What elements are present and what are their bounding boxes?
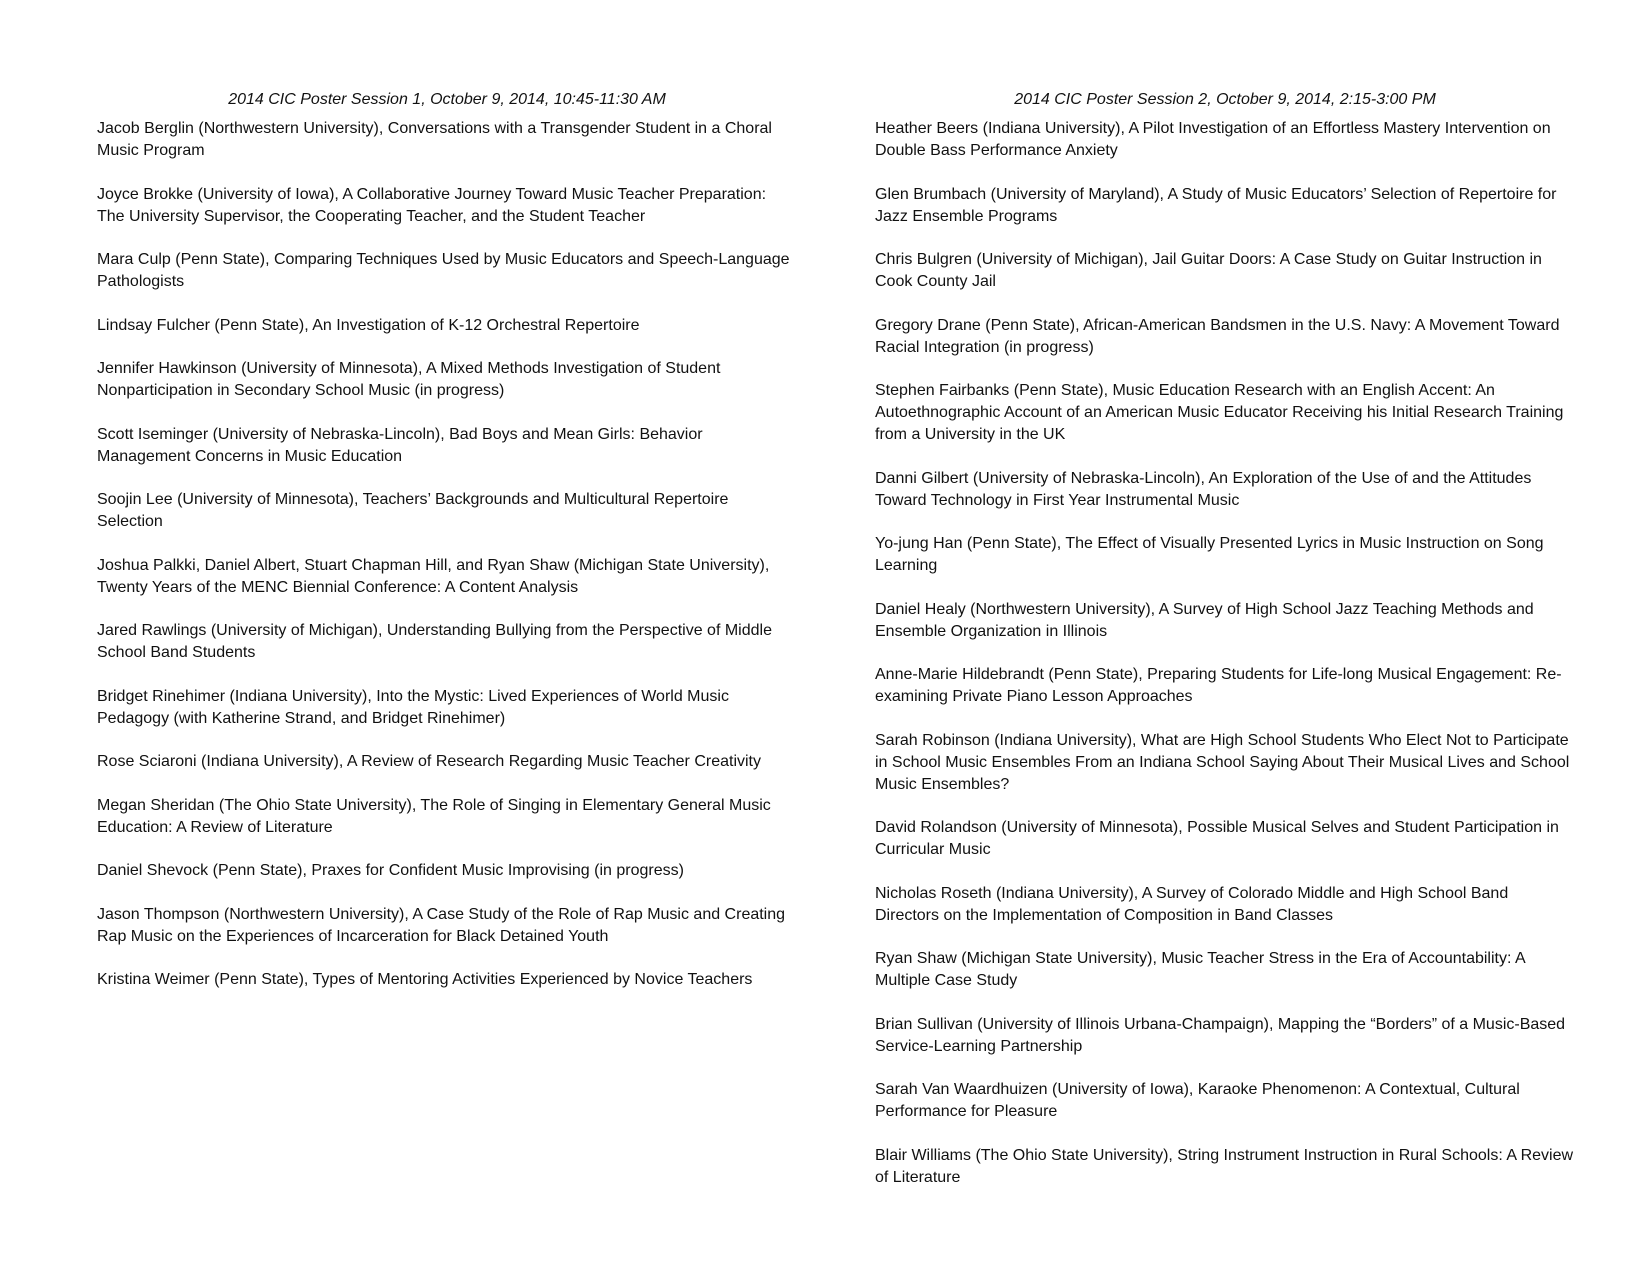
poster-entry: Gregory Drane (Penn State), African-American Bandsmen in the U.S. Navy: A Movement Toward Racial Integration (in progress) <box>875 316 1560 356</box>
session-2-column <box>875 88 1575 1210</box>
poster-entry: Yo-jung Han (Penn State), The Effect of Visually Presented Lyrics in Music Instruction on Song Learning <box>875 535 1544 574</box>
poster-entry: Rose Sciaroni (Indiana University), A Review of Research Regarding Music Teacher Creativity <box>97 753 761 770</box>
session-1-column <box>97 88 797 1013</box>
session-2-poster-list <box>875 118 1575 1189</box>
poster-entry: Mara Culp (Penn State), Comparing Techniques Used by Music Educators and Speech-Language Pathologists <box>97 251 790 290</box>
poster-entry: Bridget Rinehimer (Indiana University), Into the Mystic: Lived Experiences of World Music Pedagogy (with Katherine Strand, and Bridget Rinehimer) <box>97 687 729 727</box>
poster-entry: Jason Thompson (Northwestern University), A Case Study of the Role of Rap Music and Creating Rap Music on the Experiences of Incarceration for Black Detained Youth <box>97 905 786 945</box>
poster-entry: Megan Sheridan (The Ohio State University), The Role of Singing in Elementary General Music Education: A Review of Literature <box>97 796 771 836</box>
poster-entry: Joyce Brokke (University of Iowa), A Collaborative Journey Toward Music Teacher Preparation: The University Supervisor, the Cooperating Teacher, and the Student Teacher <box>97 185 767 225</box>
poster-entry: David Rolandson (University of Minnesota), Possible Musical Selves and Student Participation in Curricular Music <box>875 819 1559 858</box>
poster-entry: Heather Beers (Indiana University), A Pilot Investigation of an Effortless Mastery Intervention on Double Bass Performance Anxiety <box>875 120 1551 159</box>
poster-entry: Nicholas Roseth (Indiana University), A Survey of Colorado Middle and High School Band Directors on the Implementation of Composition in Band Classes <box>875 884 1509 924</box>
poster-entry: Anne-Marie Hildebrandt (Penn State), Preparing Students for Life-long Musical Engagement: Re-examining Private Piano Lesson Approaches <box>875 666 1562 705</box>
session-2-title: 2014 CIC Poster Session 2, October 9, 2014, 2:15-3:00 PM <box>1014 91 1436 108</box>
poster-entry: Jared Rawlings (University of Michigan), Understanding Bullying from the Perspective of Middle School Band Students <box>97 622 772 661</box>
poster-entry: Lindsay Fulcher (Penn State), An Investigation of K-12 Orchestral Repertoire <box>97 316 640 334</box>
poster-entry: Blair Williams (The Ohio State University), String Instrument Instruction in Rural Schools: A Review of Literature <box>875 1146 1574 1186</box>
poster-entry: Sarah Robinson (Indiana University), What are High School Students Who Elect Not to Participate in School Music Ensembles From an Indiana School Saying About Their Musical Lives and School Music Ensembles? <box>875 731 1570 793</box>
poster-entry: Danni Gilbert (University of Nebraska-Lincoln), An Exploration of the Use of and the Attitudes Toward Technology in First Year Instrumental Music <box>875 469 1532 509</box>
poster-entry: Chris Bulgren (University of Michigan), Jail Guitar Doors: A Case Study on Guitar Instruction in Cook County Jail <box>875 251 1542 290</box>
poster-entry: Brian Sullivan (University of Illinois Urbana-Champaign), Mapping the “Borders” of a Music-Based Service-Learning Partnership <box>875 1015 1566 1055</box>
poster-entry: Stephen Fairbanks (Penn State), Music Education Research with an English Accent: An Autoethnographic Account of an American Music Educator Receiving his Initial Research Training from a University in the UK <box>875 382 1564 443</box>
poster-entry: Jacob Berglin (Northwestern University), Conversations with a Transgender Student in a Choral Music Program <box>97 120 772 159</box>
poster-entry: Sarah Van Waardhuizen (University of Iowa), Karaoke Phenomenon: A Contextual, Cultural Performance for Pleasure <box>875 1081 1520 1120</box>
poster-entry: Soojin Lee (University of Minnesota), Teachers’ Backgrounds and Multicultural Repertoire Selection <box>97 491 729 530</box>
poster-entry: Ryan Shaw (Michigan State University), Music Teacher Stress in the Era of Accountability: A Multiple Case Study <box>875 950 1525 989</box>
poster-entry: Daniel Shevock (Penn State), Praxes for Confident Music Improvising (in progress) <box>97 862 684 879</box>
poster-entry: Joshua Palkki, Daniel Albert, Stuart Chapman Hill, and Ryan Shaw (Michigan State University), Twenty Years of the MENC Biennial Conference: A Content Analysis <box>97 556 770 596</box>
poster-entry: Scott Iseminger (University of Nebraska-Lincoln), Bad Boys and Mean Girls: Behavior Management Concerns in Music Education <box>97 425 703 465</box>
poster-entry: Kristina Weimer (Penn State), Types of Mentoring Activities Experienced by Novice Teachers <box>97 971 753 988</box>
session-1-title: 2014 CIC Poster Session 1, October 9, 2014, 10:45-11:30 AM <box>228 91 666 108</box>
session-1-poster-list <box>97 118 797 991</box>
poster-entry: Jennifer Hawkinson (University of Minnesota), A Mixed Methods Investigation of Student Nonparticipation in Secondary School Music (in progress) <box>97 360 721 399</box>
poster-entry: Daniel Healy (Northwestern University), A Survey of High School Jazz Teaching Methods and Ensemble Organization in Illinois <box>875 600 1534 640</box>
poster-entry: Glen Brumbach (University of Maryland), A Study of Music Educators’ Selection of Repertoire for Jazz Ensemble Programs <box>875 185 1557 225</box>
